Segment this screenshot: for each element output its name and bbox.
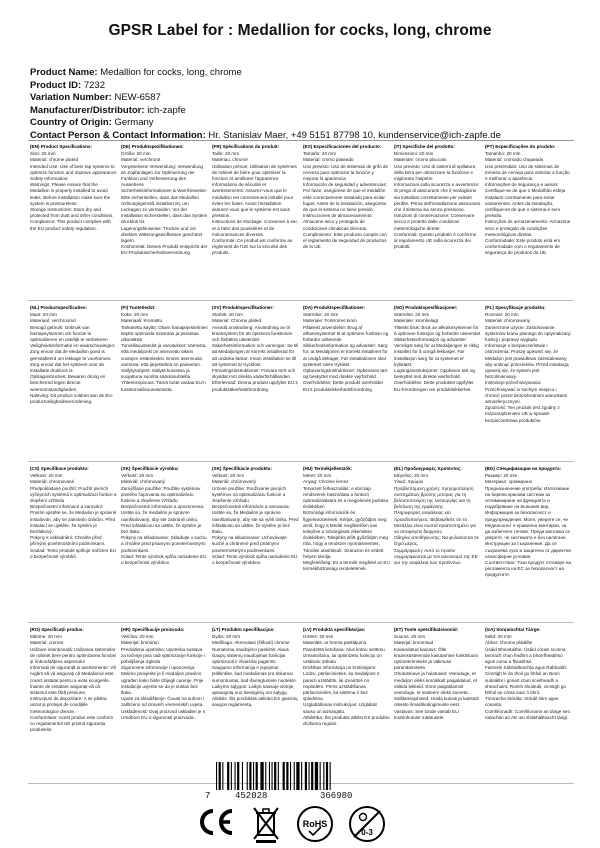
barcode-bar [260,762,263,790]
barcode-bar [242,762,243,790]
spec-heading: (HU) Termékjellemzők: [303,466,353,471]
barcode-bar [247,762,248,790]
spec-cell [301,626,392,779]
spec-body: Taille: 20 mm Matériau: chromé Utilisation prévue: Utilisation de systèmes de robinet de bière pour optimiser la fonction et améliorer l'apparence Informations de sécurité et avertissements: Assurez-vous que le médaillon est correctement installé pour éviter les fuites. Avant l'installation assurez-vous que le système est sans pression. Instructions de stockage: Conserver à sec et à l'abri des poussières et de mécontenances diverses. Conformité: Ce produit est conforme au règlement de l'UE sur la sécurité des produits. [212,151,298,256]
svg-text:RoHS: RoHS [302,819,328,829]
ce-mark-icon [196,805,236,839]
barcode-bar [272,762,273,790]
spec-heading: (CS) Specifikace produktu: [30,466,89,471]
spec-heading: (DE) Produktspezifikationen: [121,144,184,149]
spec-body: Veľkosť: 20 mm Materiál: chrómovaný Určené použitie: Používanie pivných systémov na optimalizáciu funkcie a zlepšenie vzhľadu Bezpečnostné informácie a varovania: Uistite sa, že Medailón je správne nainštalovaný, aby ste sa vyhli úniku. Pred inštaláciou sa uistite, že systém je bez tlaku. Pokyny na skladovanie: Uchovávajte suché a chránené pred priamymi poveternostnými podmienkami. Súlad: Tento výrobok spĺňa nariadenie EÚ o bezpečnosti výrobkov. [212,473,299,566]
spec-cell [301,143,392,296]
spec-cell [28,304,119,457]
spec-heading: (IT) Specifiche del prodotto: [394,144,455,149]
spec-heading: (PL) Specyfikacje produktu: [485,305,546,310]
barcode-bar [227,762,229,790]
spec-body: Dydis: 20 mm Medžiaga: Akrevutasi (šlifuoti) chrome Numatoma naudojimo paskirtis: Alaus čiaupų sistemų naudojimas funkcijai optimizuoti ir išvaizdai pagerinti Saugumo informacija ir įspėjimai: Įsitikinkite, kad medalionas yra tinkamai sumontuotas, kad išvengtumėte nuotėkio. Laikymo sąlygos: Laikyti sausoje vietoje, apsaugotą nuo tiesioginių oro sąlygų. Atitiktis: Šis produktas atitinka ES gaminių saugos reglamentą. [212,634,298,708]
spec-cell [119,465,210,618]
barcode-digits-right: 366980 [320,791,353,801]
spec-cell [392,304,483,457]
spec-cell [392,626,483,779]
divider [28,140,574,141]
barcode-bar [237,762,239,790]
spec-body: Størrelse: 20 mm Materiale: krombelagt Tiltenkt bruk: Bruk av ølkraknsystemer for å optimere funksjon og forbedre utseendet Sikkerhetsinformasjon og advarsler: Vennligst sørg for at Medaljongen er riktig installert for å unngå lekkasjer. Før installasjon sørg for at systemet er trykkløst. Lagringsinstruksjoner: Oppbevar tørt og beskyttet mot direkte værforhold. Overholdelse: Dette produktet oppfyller EU-forordningen om produktsikkerhet. [394,312,481,392]
barcode-bar [249,762,251,790]
spec-cell [28,465,119,618]
barcode-bar [253,762,254,790]
spec-heading: (GA) Sonraíochtaí Táirge: [485,627,541,632]
divider [28,461,574,462]
barcode-bar [309,762,310,790]
divider [28,300,574,301]
spec-heading: (RO) Specificații produs: [30,627,84,632]
spec-body: Velikost: 20 mm Materiál: chromované Předpokládané použití: Použití pivních výčepních systémů k optimalizaci funkce a zlepšení vzhledu Bezpečnostní informace a varování: Prosím ujistěte se, že Medailon je správně instalován, aby se zabránilo únikům. Před instalací se ujistěte, že systém je beztlakový. Pokyny k uskladnění: Chraňte před přímými povětrnostními podmínkami. Soulad: Tento produkt splňuje nařízení EU o bezpečnosti výrobků. [30,473,117,559]
spec-heading: (HR) Specifikacije proizvoda: [121,627,185,632]
spec-body: Rozmiar: 20 mm Materiał: chromowany Zamierzone użycie: Zastosowanie systemów kranu piwnego do optymalizacji funkcji i poprawy wyglądu Informacje o bezpieczeństwie i ostrzeżenia: Proszę upewnić się, że Medalion jest prawidłowo zainstalowany, aby uniknąć przecieków. Przed instalacją upewnij się, że system jest bezciśnieniowy. Instrukcje przechowywania: Przechowywać w suchym miejscu i chronić przed bezpośrednimi warunkami atmosferycznymi. Zgodność: Ten produkt jest zgodny z rozporządzeniem UE w sprawie bezpieczeństwa produktów. [485,312,571,423]
barcode-bar [216,762,217,790]
spec-body: Size: 20 mm Material: chrome plated Intended Use: Use of beer tap systems to optimize function and improve appearance Safety Information: Warnings: Please ensure that the Medallion is properly installed to avoid leaks. Before installation make sure the system is pressureless. Storage Instructions: Store dry and protected from dust and other conditions. Compliance: This product complies with the EU product safety regulation. [30,151,117,231]
spec-grid [28,143,574,787]
barcode-bar [320,762,321,790]
spec-body: Größe: 20 mm Material: verchromt Vorgesehene Verwendung: Verwendung an Zapfanlagen zur Optimierung der Funktion und Verbesserung des Aussehens Sicherheitsinformationen & Warnhinweise: Bitte sicherstellen, dass das Medaillon ordnungsgemäß installiert ist, um Leckagen zu vermeiden. Vor der Installation sicherstellen, dass das System drucklos ist. Lagerungshinweise: Trocken und vor direkten Witterungseinflüssen geschützt lagern. Konformität: Dieses Produkt entspricht der EU-Produktsicherheitsverordnung. [121,151,208,256]
spec-cell [392,143,483,296]
barcode-bar [326,762,328,790]
barcode-bar [283,762,285,790]
spec-cell [483,143,574,296]
barcode-bar [315,762,318,790]
barcode-digits-left: 452028 [235,791,268,801]
info-row-country: Country of Origin: Germany [30,117,154,129]
spec-cell [28,626,119,779]
barcode-bar [301,762,302,790]
age-0-3-warning-icon [348,805,386,843]
spec-body: Méid: 20 mm Ábhar: chrome plátáilte Úsáid Bheartaithe: Úsáid córais sconna beorach chun feidhm a bharrfheabhsú agus cuma a fheabhsú Faisnéis Sábháilteachta agus Rabhaidh: Cinntigh le do thoil go bhfuil an Bonn suiteáilte i gceart chun sceitheadh a sheachaint. Roimh shuiteáil, cinntigh go bhfuil an córas saor ó bhrú. Treoracha Stórála: Stóráil tirim agus cosanta. Comhlíonadh: Comhlíonann an táirge seo rialachán an AE um shábháilteacht táirgí. [485,634,571,720]
spec-body: Maat: 20 mm Materiaal: verchroomd Beoogd gebruik: Gebruik van biertapsystemen om functie te optimaliseren en uiterlijk te verbeteren Veiligheidsinformatie en waarschuwingen: Zorg ervoor dat de Medaillon goed is geïnstalleerd om lekkage te voorkomen. Zorg ervoor dat het systeem voor de installatie drukloos is. Opslaginstructies: Bewaren droog en beschermd tegen directe weersomstandigheden. Naleving: Dit product voldoet aan de EU-productveiligheidsverordening. [30,312,116,405]
spec-cell [119,304,210,457]
spec-heading: (NO) Produktspesifikasjoner: [394,305,458,310]
spec-row [28,465,574,618]
info-row-variation-number: Variation Number: NEW-6587 [30,92,161,104]
barcode-bar [305,762,307,790]
spec-cell [301,304,392,457]
barcode-bar [274,762,276,790]
barcode-bar [290,762,291,790]
spec-body: Izmērs: 20 mm Materiāls: ar hroma pārklājumu Paredzētā lietošana: Alus krānu sistēmu izmantošana, lai optimizētu funkciju un uzlabotu izskatu Drošības informācija un brīdinājumi: Lūdzu, pārliecinieties, ka medaljons ir pareizi uzstādīts, lai izvairītos no noplūdēm. Pirms uzstādīšanas pārliecinieties, ka sistēma ir bez spiediena. Uzglabāšanas instrukcijas: Uzglabāt sausu un aizsargātu. Atbilstība: Šis produkts atbilst ES produktu drošuma regulai. [303,634,390,727]
spec-heading: (LT) Produkto specifikacijos: [212,627,275,632]
spec-heading: (BG) Спецификации на продукта: [485,466,562,471]
page-title: GPSR Label for : Medallion for cocks, long, chrome [108,22,492,39]
spec-row [28,143,574,296]
spec-cell [28,143,119,296]
spec-body: Размер: 20 mm Материал: хромирано Предназначение употреба: Използване на бирени кранови системи за оптимизиране на функцията и подобряване на външния вид Информация за безопасност и предупреждения: Моля, уверете се, че Медальонът е правилно монтиран, за да избегнете течове. Преди монтажа се уверете, че системата е без налягане. Инструкции за съхранение: Да се съхранява сухо и защитено от директни атмосферни условия. Съответствие: Този продукт отговаря на регламента на ЕС за безопасност на продуктите. [485,473,571,578]
spec-body: Tamaño: 20 mm Material: cromo plateado Uso previsto: Uso de sistemas de grifo de cerveza para optimizar la función y mejorar la apariencia Información de seguridad y advertencias: Por favor, asegúrese de que el medallón esté correctamente instalado para evitar fugas. Antes de la instalación, asegúrese de que el sistema no tiene presión. Instrucciones de almacenamiento: Almacene seco y protegido de condiciones climáticas directas. Cumplimiento: Este producto cumple con el reglamento de seguridad de productos de la UE. [303,151,389,250]
spec-cell [483,304,574,457]
spec-cell [483,626,574,779]
spec-heading: (FR) Spécifications du produit: [212,144,280,149]
spec-cell [119,143,210,296]
spec-body: Dimensioni: 20 mm Materiale: cromo placcato Uso previsto: Uso di sistemi di spillatura della birra per ottimizzare la funzione e migliorare l'aspetto Informazioni sulla sicurezza e avvertenze: Si prega di assicurarsi che il medaglione sia installato correttamente per evitare perdite. Prima dell'installazione assicurarsi che il sistema sia senza pressione. Istruzioni di conservazione: Conservare secco e protetto dalle condizioni meteorologiche dirette. Conformità: Questo prodotto è conforme al regolamento UE sulla sicurezza dei prodotti. [394,151,481,250]
spec-body: Mărime: 20 mm Material: cromat Utilizare intenționată: Utilizarea sistemelor de robinet bere pentru optimizarea funcției și îmbunătățirea aspectului Informații de siguranță și avertismente: Vă rugăm să vă asigurați că Medalionul este corect instalat pentru a evita scurgerile. Înainte de instalare asigurați-vă că sistemul este fără presiune. Instrucțiuni de depozitare: A se păstra uscat și protejat de condițiile meteorologice directe. Conformitate: Acest produs este conform cu regulamentul UE privind siguranța produselor. [30,634,117,733]
barcode-digit-first: 7 [205,791,211,801]
spec-body: Veľkosť: 20 mm Materiál: chrómovaný Zamýšľané použitie: Použitie systémov pivného čapovania na optimalizáciu funkcie a zlepšenie vzhľadu Bezpečnostné informácie a upozornenia: Uistite sa, že medailón je správne nainštalovaný, aby ste zabránili úniku. Pred inštaláciou sa uistite, že systém je bez tlaku. Pokyny na skladovanie: Skladujte v suchu a chráňte pred priamymi poveternostnými podmienkami. Súlad: Tento výrobok spĺňa nariadenie EÚ o bezpečnosti výrobkov. [121,473,207,566]
spec-heading: (DA) Produktspecifikationer: [303,305,366,310]
barcode-bar [286,762,288,790]
barcode-bar [296,762,299,790]
barcode-bar [219,762,221,790]
spec-row [28,626,574,779]
spec-heading: (SV) Produktspecifikationer: [212,305,274,310]
barcode-bar [222,762,223,790]
info-row-contact: Contact Person & Contact Information: Hr. Stanislav Maer, +49 5151 87798 10, kundenservice@ich-zapfe.de [30,129,501,141]
barcode-bar [330,762,331,790]
svg-text:0-3: 0-3 [361,828,373,837]
spec-heading: (EL) Προδιαγραφές προϊόντος: [394,466,462,471]
barcode-bar [265,762,266,790]
spec-cell [392,465,483,618]
compliance-icons [0,805,600,845]
info-row-manufacturer: Manufacturer/Distributor: ich-zapfe [30,104,186,116]
spec-body: Μέγεθος: 20 mm Υλικό: Χρώμιο Προβλεπόμενη χρήση: Χρησιμοποίηση συστημάτων βρύσης μπύρας για τη βελτιστοποίηση της λειτουργίας και τη βελτίωση της εμφάνισης Πληροφορίες ασφάλειας και προειδοποιήσεις: Βεβαιωθείτε ότι το Μετάλλιο είναι σωστά εγκατεστημένο για να αποφύγετε διαρροές. Οδηγίες αποθήκευσης: Να φυλάσσεται σε ξηρό μέρος. Συμμόρφωση: Αυτό το προϊόν συμμορφώνεται με τον κανονισμό της ΕΕ για την ασφάλεια των προϊόντων. [394,473,479,566]
spec-cell [210,626,301,779]
spec-body: Méret: 20 mm Anyag: Chrome lemez Tervezett felhasználás: A sörcsap rendszerek használata a funkció optimalizálására és a megjelenés javítása érdekében Biztonsági információk és figyelmeztetések: Kérjük, győződjön meg arról, hogy a Medál megfelelően van telepítve a szivárgások elkerülése érdekében. Telepítés előtt győződjön meg róla, hogy a rendszer nyomásmentes. Tárolási utasítások: Szárazon és védett helyen tárolja. Megfelelőség: Ez a termék megfelel az EU termékbiztonsági rendeletének. [303,473,390,572]
spec-body: Suurus: 20 mm Materjal: kroomitud Kavandatud kasutus: Õlle kraanisüsteemide kasutamine funktsiooni optimeerimiseks ja välimuse parandamiseks Ohutusteave ja hoiatused: Veenduge, et medaljon oleks korralikult paigaldatud, et vältida lekkeid. Enne paigaldamist veenduge, et süsteem oleks surveta. Säilitamisjuhised: Hoida kuivas ja kaitstult otseste ilmastikutingimuste eest. Vastavus: See toode vastab ELi tooteohutuse määrusele. [394,634,479,720]
spec-row [28,304,574,457]
barcode-bar [311,762,313,790]
barcode-bar [294,762,295,790]
spec-heading: (SK) Špecifikácie výrobku: [121,466,179,471]
barcode-bar [231,762,232,790]
barcode-bar [278,762,279,790]
weee-bin-icon [252,805,280,843]
spec-cell [119,626,210,779]
info-row-product-name: Product Name: Medallion for cocks, long, chrome [30,67,242,78]
spec-cell [210,304,301,457]
barcode-bar [269,762,270,790]
spec-body: Tamanho: 20 mm Material: cromado chapeado Uso pretendido: Uso de sistemas de torneira de cerveja para otimizar a função e melhorar a aparência Informações de segurança e avisos: Certifique-se de que o Medalhão esteja instalado corretamente para evitar vazamentos. Antes da instalação, certifique-se de que o sistema é sem pressão. Instruções de armazenamento: Armazene seco e protegido de condições meteorológicas diretas. Conformidade: Este produto está em conformidade com o regulamento de segurança de produtos da UE. [485,151,571,256]
spec-heading: (SK) Špecifikácie produktu: [212,466,272,471]
info-row-product-id: Product ID: 7232 [30,79,105,91]
spec-body: Koko: 20 mm Materiaali: Kromattu Tarkoitettu käyttö: Oluen hanajärjestelmien käyttö optimoida toimintaa ja parantaa ulkonäköä Turvallisuustiedot ja varoitukset: Varmista, että medaljonki on asennettu oikein vuotojen estämiseksi. Ennen asennusta varmista, että järjestelmä on paineeton. Säilytysohjeet: Säilytä kuivassa ja suojattuna suorilta sääolosuhteilta. Yhteensopivuus: Tämä tuote vastaa EU:n tuoteturvallisuusasetusta. [121,312,208,392]
divider [28,622,574,623]
spec-heading: (LV) Produkta specifikācijas: [303,627,366,632]
spec-heading: (ES) Especificaciones del producto: [303,144,382,149]
spec-heading: (ET) Toote spetsifikatsioonid: [394,627,459,632]
spec-heading: (NL) Productspecificaties: [30,305,87,310]
product-info [30,67,590,143]
spec-cell [483,465,574,618]
barcode-bar [323,762,324,790]
barcode-bar [256,762,258,790]
spec-cell [301,465,392,618]
spec-heading: (EN) Product Specifications: [30,144,93,149]
spec-body: Størrelse: 20 mm Materiale: Forkromet krom Påtænkt anvendelse: Brug af ølhanesystemer til at optimere funktion og forbedre udseende Sikkerhedsinformation og advarsler: Sørg for, at Medaljonen er korrekt installeret for at undgå lækager. Før installationen skal systemet være trykløst. Opbevaringsinstruktioner: Opbevares tørt og beskyttet mod direkte vejrforhold. Overholdelse: Dette produkt overholder EU's produktsikkerhedsforordning. [303,312,389,392]
ean-barcode [216,762,394,790]
spec-body: Veličina: 20 mm Materijal: kromiran Predviđena upotreba: Upotreba sustava za točenje piva radi optimizacije funkcije i poboljšanja izgleda Sigurnosne informacije i upozorenja: Molimo provjerite je li medaljon pravilno ugrađen kako biste izbjegli curenje. Prije instalacije uvjerite se da je sustav bez tlaka. Upute za skladištenje: Čuvati na suhom i zaštićeno od izravnih vremenskih uvjeta. Usklađenost: Ovaj proizvod usklađen je s Uredbom EU o sigurnosti proizvoda. [121,634,206,720]
spec-body: Storlek: 20 mm Material: Chrome plated Avsedd användning: Användning av öl kranssystem för att optimera funktionen och förbättra utseendet Säkerhetsinformation och varningar: Se till att Medaljongen är korrekt installerad för att undvika läckor. Innan installation se till att systemet är trycklöst. Förvaringsinstruktioner: Förvara torrt och skyddat mot direkta väderförhållanden. Efterlevnad: Denna produkt uppfyller EU:s produktsäkerhetsförordning. [212,312,299,392]
spec-heading: (PT) Especificações do produto: [485,144,556,149]
rohs-compliant-icon [296,805,334,843]
spec-heading: (FI) Tuotetiedot: [121,305,156,310]
spec-cell [210,143,301,296]
spec-cell [210,465,301,618]
barcode-bar [235,762,236,790]
